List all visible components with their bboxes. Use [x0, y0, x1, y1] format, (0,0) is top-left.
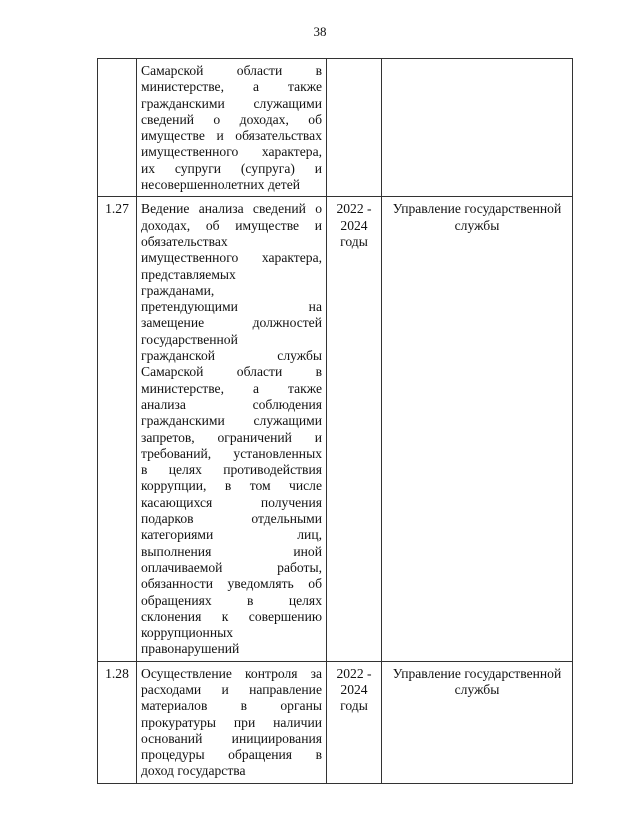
description-line: касающихся получения	[141, 494, 322, 510]
description-line: гражданскими служащими	[141, 413, 322, 429]
measure-description	[137, 197, 327, 661]
description-line: их супруги (супруга) и	[141, 160, 322, 176]
description-line: имущественного характера,	[141, 144, 322, 160]
row-number: 1.28	[98, 661, 137, 783]
responsible-unit	[382, 59, 573, 197]
description-line: анализа соблюдения	[141, 396, 322, 412]
description-line: расходами и направление	[141, 681, 322, 697]
description-line: претендующими на	[141, 299, 322, 315]
description-line: процедуры обращения в	[141, 747, 322, 763]
description-line: подарков отдельными	[141, 511, 322, 527]
description-line: обязанности уведомлять об	[141, 576, 322, 592]
description-line: оплачиваемой работы,	[141, 559, 322, 575]
description-line: гражданской службы	[141, 348, 322, 364]
description-line: министерстве, а также	[141, 79, 322, 95]
description-line: доходах, об имуществе и	[141, 217, 322, 233]
description-line: выполнения иной	[141, 543, 322, 559]
execution-period	[327, 59, 382, 197]
measure-description	[137, 661, 327, 783]
row-number: 1.27	[98, 197, 137, 661]
description-line: сведений о доходах, об	[141, 111, 322, 127]
description-line: категориями лиц,	[141, 527, 322, 543]
description-line: требований, установленных	[141, 445, 322, 461]
description-line: министерстве, а также	[141, 380, 322, 396]
description-line: прокуратуры при наличии	[141, 714, 322, 730]
description-line: гражданами,	[141, 282, 215, 298]
description-line: Осуществление контроля за	[141, 665, 322, 681]
description-line: Ведение анализа сведений о	[141, 201, 322, 217]
description-line: представляемых	[141, 266, 236, 282]
row-number	[98, 59, 137, 197]
description-line: материалов в органы	[141, 698, 322, 714]
table-row	[98, 197, 573, 661]
description-line: государственной	[141, 331, 238, 347]
measure-description	[137, 59, 327, 197]
description-line: имуществе и обязательствах	[141, 128, 322, 144]
table-row	[98, 661, 573, 783]
table-row	[98, 59, 573, 197]
responsible-unit: Управление государственной службы	[382, 197, 573, 661]
table-body	[98, 59, 573, 784]
execution-period: 2022 - 2024 годы	[327, 197, 382, 661]
execution-period: 2022 - 2024 годы	[327, 661, 382, 783]
description-line: запретов, ограничений и	[141, 429, 322, 445]
description-line: оснований инициирования	[141, 730, 322, 746]
page-number: 38	[313, 24, 327, 39]
description-line: имущественного характера,	[141, 250, 322, 266]
description-line: склонения к совершению	[141, 608, 322, 624]
description-line: гражданскими служащими	[141, 95, 322, 111]
plan-table	[97, 58, 573, 784]
description-line: коррупционных	[141, 625, 234, 641]
description-line: обязательствах	[141, 233, 228, 249]
description-line: Самарской области в	[141, 63, 322, 78]
description-line: доход государства	[141, 763, 246, 779]
description-line: замещение должностей	[141, 315, 322, 331]
description-line: в целях противодействия	[141, 462, 322, 478]
description-line: Самарской области в	[141, 364, 322, 380]
description-line: несовершеннолетних детей	[141, 177, 301, 193]
description-line: правонарушений	[141, 641, 240, 657]
description-line: обращениях в целях	[141, 592, 322, 608]
responsible-unit: Управление государственной службы	[382, 661, 573, 783]
description-line: коррупции, в том числе	[141, 478, 322, 494]
